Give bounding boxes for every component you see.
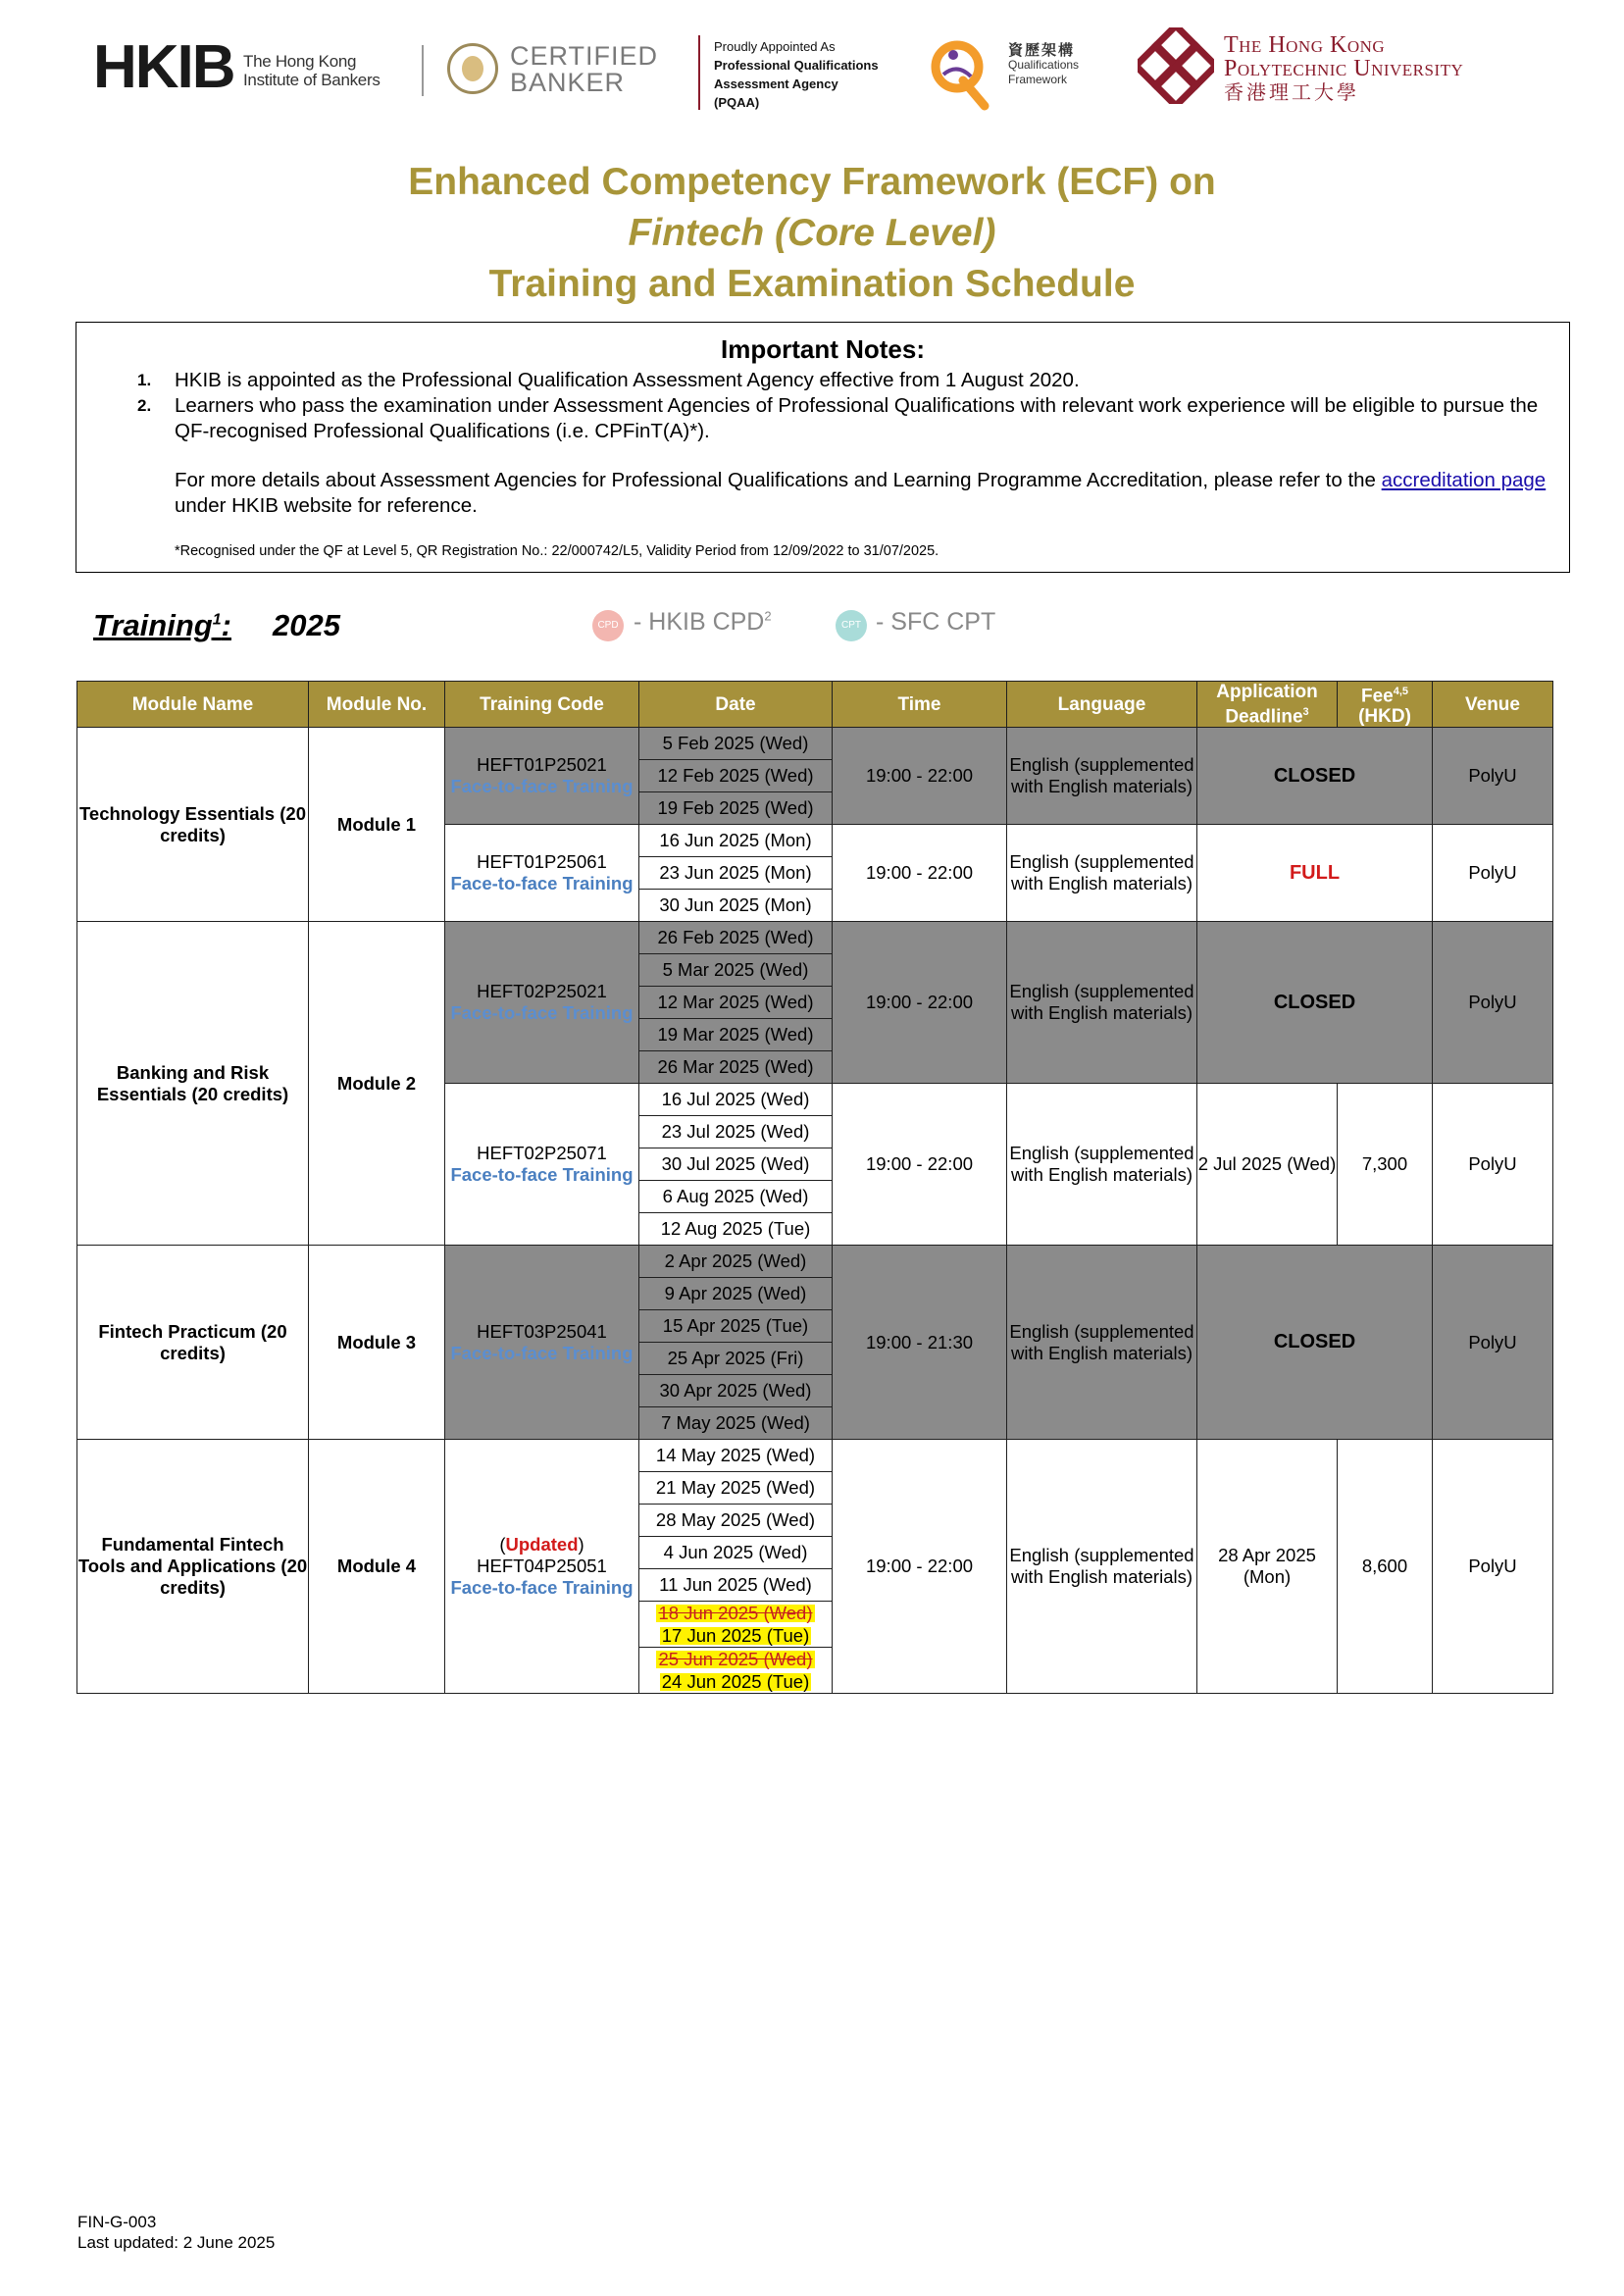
hkib-logo-text: HKIB xyxy=(93,33,234,101)
training-code: HEFT01P25061 xyxy=(477,851,607,873)
fee-cell: 8,600 xyxy=(1338,1440,1433,1694)
date-cell: 2 Apr 2025 (Wed) xyxy=(639,1246,833,1278)
cpt-badge-icon: CPT xyxy=(836,610,867,641)
training-code: HEFT01P25021 xyxy=(477,754,607,776)
date-cell: 6 Aug 2025 (Wed) xyxy=(639,1181,833,1213)
training-colon: : xyxy=(221,608,231,642)
title-line3: Training and Examination Schedule xyxy=(488,263,1136,305)
accreditation-page-link[interactable]: accreditation page xyxy=(1381,469,1547,491)
date-cell: 30 Jul 2025 (Wed) xyxy=(639,1148,833,1181)
header-venue: Venue xyxy=(1433,682,1553,728)
deadline-cell: 28 Apr 2025 (Mon) xyxy=(1197,1440,1338,1694)
polyu-line2: Polytechnic University xyxy=(1224,56,1464,81)
date-new: 24 Jun 2025 (Tue) xyxy=(661,1671,810,1693)
training-code: HEFT02P25071 xyxy=(477,1143,607,1164)
more-details-text-end: under HKIB website for reference. xyxy=(175,494,478,517)
table-row xyxy=(77,728,1553,760)
language-cell: English (supplemented with English materials) xyxy=(1007,922,1197,1084)
more-details-text: For more details about Assessment Agencies for Professional Qualifications and Learning Programme Accreditation, please refer to the xyxy=(175,469,1382,491)
header-date: Date xyxy=(639,682,833,728)
date-cell: 11 Jun 2025 (Wed) xyxy=(639,1569,833,1602)
date-cell: 30 Jun 2025 (Mon) xyxy=(639,890,833,922)
language-cell: English (supplemented with English materials) xyxy=(1007,1246,1197,1440)
date-cell: 12 Feb 2025 (Wed) xyxy=(639,760,833,792)
title-line2: Fintech (Core Level) xyxy=(628,212,996,254)
date-cell: 21 May 2025 (Wed) xyxy=(639,1472,833,1505)
note-number: 2. xyxy=(137,396,152,415)
note-item-1 xyxy=(137,368,1548,393)
date-cell: 26 Feb 2025 (Wed) xyxy=(639,922,833,954)
certified-banker-text xyxy=(510,43,658,96)
status-badge: CLOSED xyxy=(1197,922,1433,1084)
time-cell: 19:00 - 22:00 xyxy=(833,825,1007,922)
cpd-legend-sup: 2 xyxy=(764,608,772,624)
note-number: 1. xyxy=(137,371,152,389)
date-cell: 4 Jun 2025 (Wed) xyxy=(639,1537,833,1569)
cpd-legend-text: - HKIB CPD xyxy=(634,608,765,636)
hkib-name-line1: The Hong Kong xyxy=(243,52,357,71)
pqaa-line1: Proudly Appointed As xyxy=(714,39,836,54)
header-language: Language xyxy=(1007,682,1197,728)
page-title xyxy=(0,157,1624,310)
polyu-text xyxy=(1224,33,1463,104)
date-cell: 14 May 2025 (Wed) xyxy=(639,1440,833,1472)
venue-cell: PolyU xyxy=(1433,922,1553,1084)
date-cell: 23 Jun 2025 (Mon) xyxy=(639,857,833,890)
date-cell: 25 Apr 2025 (Fri) xyxy=(639,1343,833,1375)
time-cell: 19:00 - 22:00 xyxy=(833,1084,1007,1246)
date-new: 17 Jun 2025 (Tue) xyxy=(661,1625,810,1647)
time-cell: 19:00 - 22:00 xyxy=(833,728,1007,825)
venue-cell: PolyU xyxy=(1433,728,1553,825)
header-module-no: Module No. xyxy=(309,682,445,728)
time-cell: 19:00 - 22:00 xyxy=(833,922,1007,1084)
venue-cell: PolyU xyxy=(1433,1084,1553,1246)
venue-cell: PolyU xyxy=(1433,1440,1553,1694)
qf-text xyxy=(1008,43,1079,87)
qf-cn: 資歷架構 xyxy=(1008,42,1076,59)
pqaa-text xyxy=(714,37,879,112)
note-text: HKIB is appointed as the Professional Qualification Assessment Agency effective from 1 August 2020. xyxy=(175,369,1080,391)
module-name-cell: Fintech Practicum (20 credits) xyxy=(77,1246,309,1440)
hkib-logo xyxy=(93,33,234,101)
certified-line2: BANKER xyxy=(510,68,626,97)
training-code: HEFT03P25041 xyxy=(477,1320,607,1342)
training-code: HEFT04P25051 xyxy=(477,1556,607,1577)
hkib-name xyxy=(243,52,381,89)
polyu-line3: 香港理工大學 xyxy=(1224,80,1359,104)
hkib-name-line2: Institute of Bankers xyxy=(243,71,381,89)
training-code-cell xyxy=(445,1084,639,1246)
module-name-cell: Banking and Risk Essentials (20 credits) xyxy=(77,922,309,1246)
schedule-table xyxy=(76,681,1553,1694)
training-code-cell xyxy=(445,825,639,922)
training-code-cell xyxy=(445,1246,639,1440)
training-code-cell xyxy=(445,728,639,825)
pqaa-line3: Assessment Agency xyxy=(714,77,838,91)
pqaa-line2: Professional Qualifications xyxy=(714,58,879,73)
fee-cell: 7,300 xyxy=(1338,1084,1433,1246)
table-row xyxy=(77,922,1553,954)
qf-line2: Framework xyxy=(1008,73,1068,86)
training-year: 2025 xyxy=(273,608,340,642)
date-cell: 5 Mar 2025 (Wed) xyxy=(639,954,833,987)
header-training-code: Training Code xyxy=(445,682,639,728)
date-cell: 9 Apr 2025 (Wed) xyxy=(639,1278,833,1310)
training-mode: Face-to-face Training xyxy=(450,1342,634,1363)
updated-label: Updated xyxy=(505,1534,579,1556)
module-no-cell: Module 1 xyxy=(309,728,445,922)
date-cell: 23 Jul 2025 (Wed) xyxy=(639,1116,833,1148)
time-cell: 19:00 - 21:30 xyxy=(833,1246,1007,1440)
date-cell: 16 Jul 2025 (Wed) xyxy=(639,1084,833,1116)
date-cell: 7 May 2025 (Wed) xyxy=(639,1407,833,1440)
header-time: Time xyxy=(833,682,1007,728)
qf-line1: Qualifications xyxy=(1008,58,1080,72)
date-cell-changed xyxy=(639,1602,833,1648)
date-cell: 16 Jun 2025 (Mon) xyxy=(639,825,833,857)
venue-cell: PolyU xyxy=(1433,1246,1553,1440)
polyu-logo-icon xyxy=(1138,27,1214,104)
date-cell: 5 Feb 2025 (Wed) xyxy=(639,728,833,760)
module-name-cell: Fundamental Fintech Tools and Applications (20 credits) xyxy=(77,1440,309,1694)
date-cell: 19 Mar 2025 (Wed) xyxy=(639,1019,833,1051)
qf-logo-icon xyxy=(924,33,994,112)
header-deadline-label: Application Deadline xyxy=(1216,682,1318,728)
training-sup: 1 xyxy=(212,611,222,629)
divider xyxy=(698,35,700,110)
language-cell: English (supplemented with English materials) xyxy=(1007,728,1197,825)
qf-footnote: *Recognised under the QF at Level 5, QR Registration No.: 22/000742/L5, Validity Period from 12/09/2022 to 31/07/2025. xyxy=(175,543,939,559)
date-cell: 30 Apr 2025 (Wed) xyxy=(639,1375,833,1407)
date-old: 18 Jun 2025 (Wed) xyxy=(658,1603,813,1624)
cpt-legend-text: - SFC CPT xyxy=(876,608,996,636)
status-badge: CLOSED xyxy=(1197,1246,1433,1440)
header-fee-unit: (HKD) xyxy=(1358,706,1411,728)
notes-heading: Important Notes: xyxy=(721,334,925,364)
updated-note: (Updated) xyxy=(499,1534,584,1556)
date-cell: 15 Apr 2025 (Tue) xyxy=(639,1310,833,1343)
module-no-cell: Module 4 xyxy=(309,1440,445,1694)
language-cell: English (supplemented with English materials) xyxy=(1007,1084,1197,1246)
last-updated: Last updated: 2 June 2025 xyxy=(77,2233,276,2252)
status-badge: FULL xyxy=(1197,825,1433,922)
language-cell: English (supplemented with English materials) xyxy=(1007,1440,1197,1694)
note-item-2 xyxy=(137,393,1548,444)
date-cell: 12 Aug 2025 (Tue) xyxy=(639,1213,833,1246)
training-mode: Face-to-face Training xyxy=(450,1577,634,1599)
module-no-cell: Module 2 xyxy=(309,922,445,1246)
document-code: FIN-G-003 xyxy=(77,2213,157,2231)
table-header-row xyxy=(77,682,1553,728)
cpd-legend xyxy=(634,608,772,637)
title-line1: Enhanced Competency Framework (ECF) on xyxy=(408,161,1216,203)
module-name-cell: Technology Essentials (20 credits) xyxy=(77,728,309,922)
table-row xyxy=(77,1440,1553,1472)
training-mode: Face-to-face Training xyxy=(450,1002,634,1024)
date-cell: 26 Mar 2025 (Wed) xyxy=(639,1051,833,1084)
training-heading xyxy=(93,608,231,643)
training-code: HEFT02P25021 xyxy=(477,981,607,1002)
training-mode: Face-to-face Training xyxy=(450,873,634,894)
cpd-badge-icon: CPD xyxy=(592,610,624,641)
pqaa-line4: (PQAA) xyxy=(714,95,760,110)
status-badge: CLOSED xyxy=(1197,728,1433,825)
table-row xyxy=(77,1246,1553,1278)
date-old: 25 Jun 2025 (Wed) xyxy=(658,1649,813,1670)
divider xyxy=(422,45,424,96)
training-label: Training xyxy=(93,608,213,642)
training-code-cell xyxy=(445,1440,639,1694)
header-fee xyxy=(1338,682,1433,728)
training-mode: Face-to-face Training xyxy=(450,776,634,797)
certified-line1: CERTIFIED xyxy=(510,41,659,71)
header-fee-sup: 4,5 xyxy=(1393,686,1409,697)
date-cell: 28 May 2025 (Wed) xyxy=(639,1505,833,1537)
deadline-cell: 2 Jul 2025 (Wed) xyxy=(1197,1084,1338,1246)
date-cell: 12 Mar 2025 (Wed) xyxy=(639,987,833,1019)
date-cell: 19 Feb 2025 (Wed) xyxy=(639,792,833,825)
header-module-name: Module Name xyxy=(77,682,309,728)
time-cell: 19:00 - 22:00 xyxy=(833,1440,1007,1694)
header-logos xyxy=(88,27,1540,126)
venue-cell: PolyU xyxy=(1433,825,1553,922)
note-text: Learners who pass the examination under Assessment Agencies of Professional Qualifications with relevant work experience will be eligible to pursue the QF-recognised Professional Qualifications (i.e. CPFinT(A)*). xyxy=(175,394,1539,442)
certified-banker-emblem-icon xyxy=(447,43,498,94)
header-deadline-sup: 3 xyxy=(1302,706,1309,718)
date-cell-changed xyxy=(639,1648,833,1694)
note-more-details xyxy=(175,468,1548,519)
polyu-line1: The Hong Kong xyxy=(1224,32,1386,58)
module-no-cell: Module 3 xyxy=(309,1246,445,1440)
header-fee-label: Fee xyxy=(1360,686,1394,707)
training-code-cell xyxy=(445,922,639,1084)
important-notes-box xyxy=(76,322,1570,573)
language-cell: English (supplemented with English materials) xyxy=(1007,825,1197,922)
training-mode: Face-to-face Training xyxy=(450,1164,634,1186)
header-deadline xyxy=(1197,682,1338,728)
footer xyxy=(77,2212,275,2253)
